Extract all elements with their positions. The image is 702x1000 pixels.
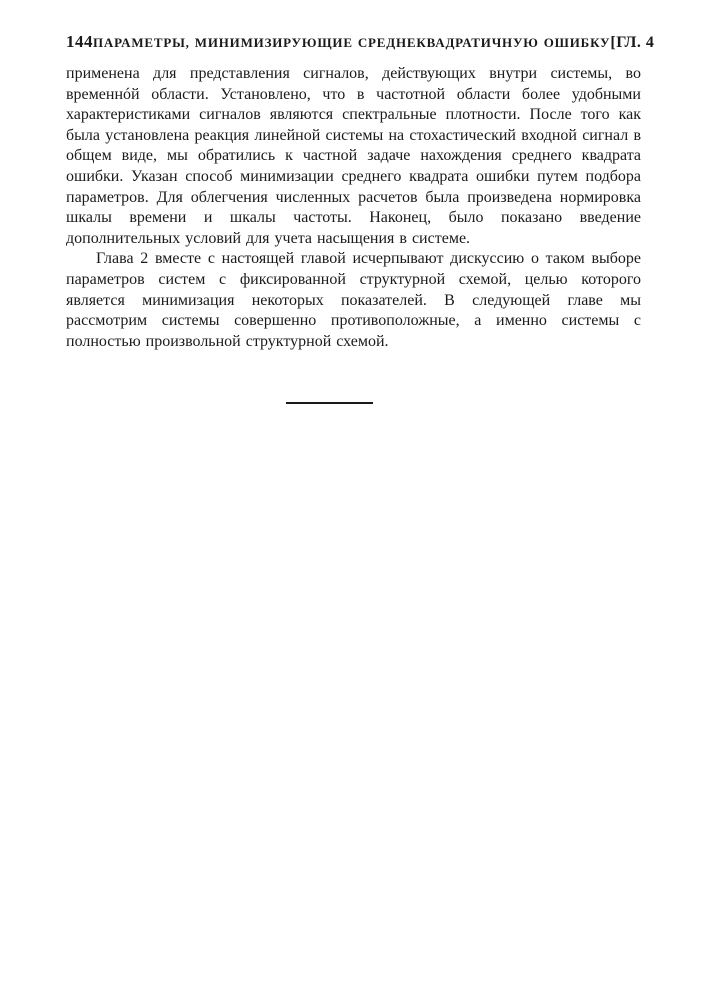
- page-header: [66, 32, 655, 54]
- body-text: [66, 64, 641, 352]
- paragraph-chapter-summary: Глава 2 вместе с настоящей главой исчерпывают дискуссию о таком выборе параметров систем с фиксированной структурной схемой, целью которого является минимизация некоторых показателей. В следующей главе мы рассмотрим системы совершенно противоположные, а именно системы с полностью произвольной структурной схемой.: [66, 250, 641, 350]
- end-of-chapter-rule: [286, 402, 373, 404]
- book-page: [66, 32, 655, 352]
- page-number: 144: [66, 32, 93, 51]
- chapter-reference: [ГЛ. 4: [610, 34, 655, 51]
- running-title: ПАРАМЕТРЫ, МИНИМИЗИРУЮЩИЕ СРЕДНЕКВАДРАТИЧНУЮ ОШИБКУ: [93, 35, 611, 50]
- paragraph-continuation: применена для представления сигналов, действующих внутри системы, во временнóй области. Установлено, что в частотной области более удобными характеристиками сигналов являются спектральные плотности. После того как была установлена реакция линейной системы на стохастический входной сигнал в общем виде, мы обратились к частной задаче нахождения среднего квадрата ошибки. Указан способ минимизации среднего квадрата ошибки путем подбора параметров. Для облегчения численных расчетов была произведена нормировка шкалы времени и шкалы частоты. Наконец, было показано введение дополнительных условий для учета насыщения в системе.: [66, 65, 641, 247]
